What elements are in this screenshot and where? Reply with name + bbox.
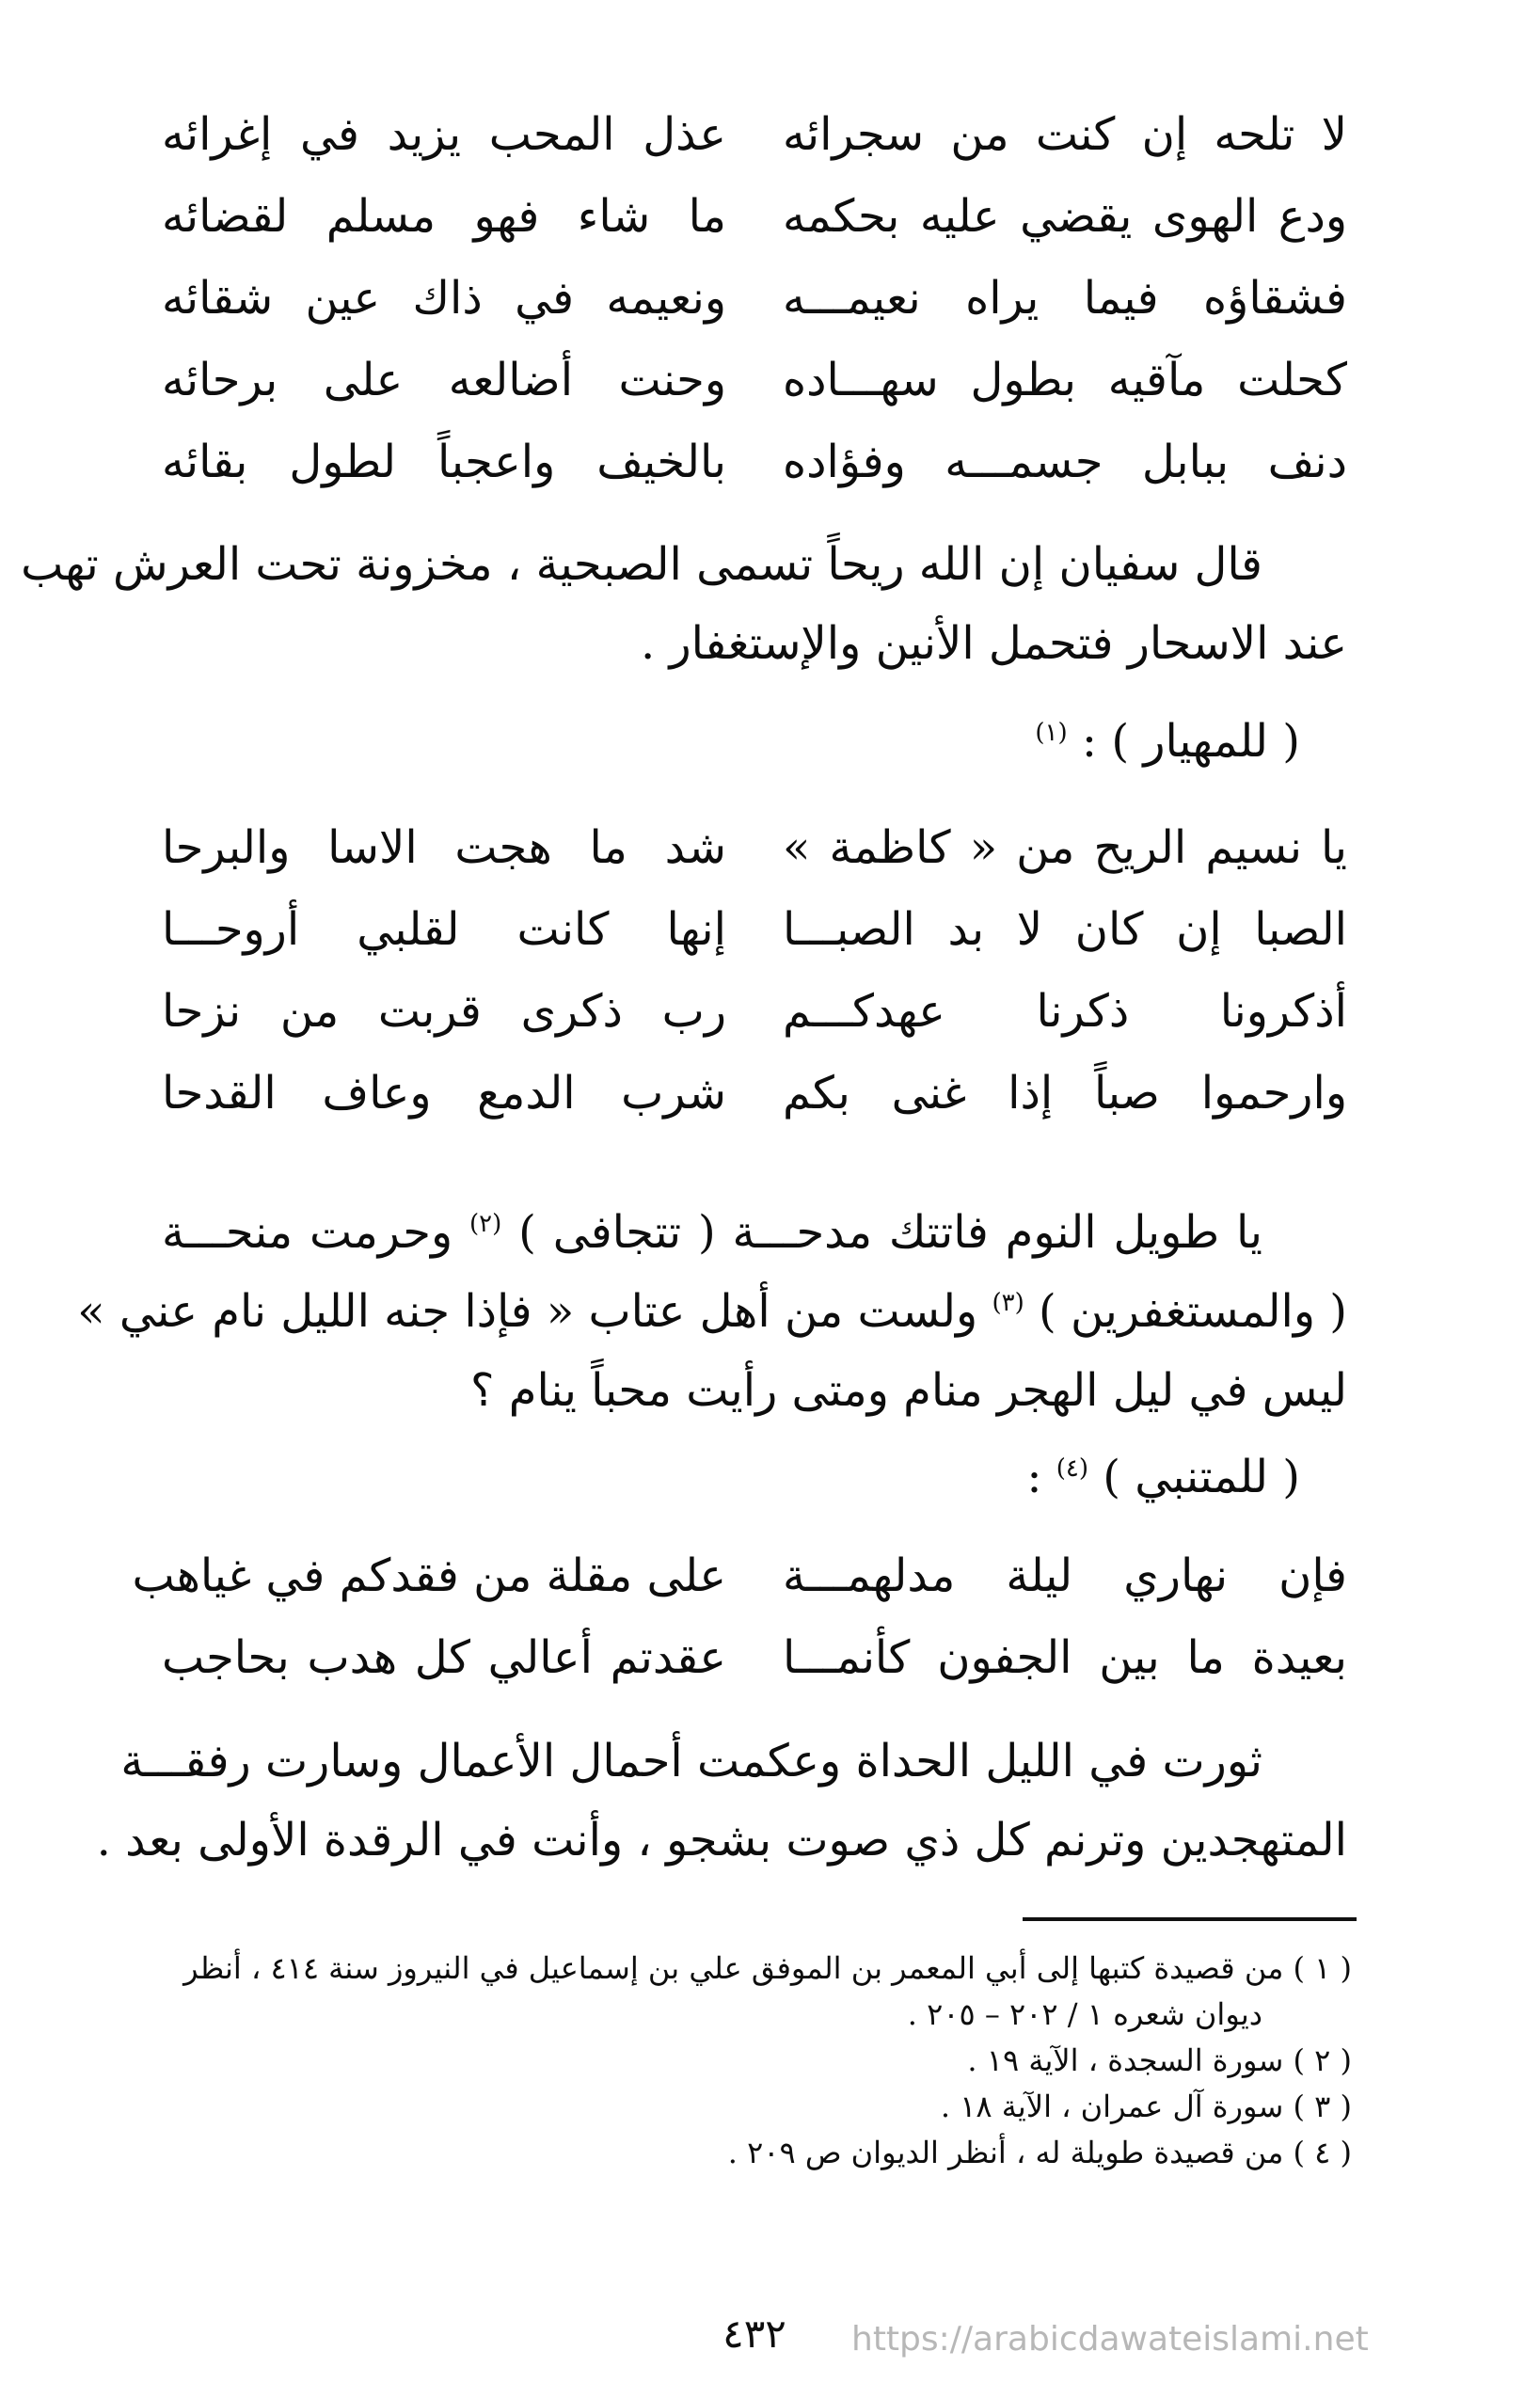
paragraph-sleeper [77,1193,1347,1430]
hemistich-second: رب ذكرى قربت من نزحا [162,985,726,1038]
poem-block-1 [162,94,1347,503]
paragraph-sufyan [21,525,1347,683]
hemistich-second: وحنت أضالعه على برحائه [162,354,726,406]
hemistich-first: وارحموا صباً إذا غنى بكم [783,1067,1347,1120]
paragraph-segment: وحرمت منحـــة [162,1206,453,1259]
verse [162,1617,1347,1699]
hemistich-second: ما شاء فهو مسلم لقضائه [162,190,726,243]
hemistich-first: بعيدة ما بين الجفون كأنمـــا [783,1631,1347,1684]
footnote-4: ( ٤ ) من قصيدة طويلة له ، أنظر الديوان ص ٢٠٩ . [727,2135,1352,2170]
footnote-ref: (٢) [469,1210,502,1238]
footnotes [148,1946,1352,2176]
verse [162,176,1347,258]
paragraph-line: ليس في ليل الهجر منام ومتى رأيت محباً ينام ؟ [470,1364,1347,1417]
footnote-3: ( ٣ ) سورة آل عمران ، الآية ١٨ . [940,2089,1352,2124]
heading-text: ( للمهيار ) : [1081,715,1300,768]
hemistich-second: شد ما هجت الاسا والبرحا [162,821,726,874]
verse [132,1535,1347,1617]
hemistich-first: كحلت مآقيه بطول سهـــاده [783,354,1347,406]
paragraph-night [96,1722,1347,1880]
footnote-ref: (١) [1035,719,1068,747]
paragraph-line: قال سفيان إن الله ريحاً تسمى الصبحية ، مخزونة تحت العرش تهب [21,538,1262,591]
paragraph-line: ثورت في الليل الحداة وعكمت أحمال الأعمال وسارت رفقـــة [120,1735,1262,1787]
heading-colon: : [1026,1451,1042,1503]
hemistich-second: على مقلة من فقدكم في غياهب [132,1549,726,1602]
verse [162,421,1347,503]
watermark-url: https://arabicdawateislami.net [851,2320,1369,2359]
paragraph-segment: ( والمستغفرين ) [1039,1285,1347,1338]
footnote-1-continued: ديوان شعره ١ / ٢٠٢ – ٢٠٥ . [907,1996,1262,2032]
page-number: ٤٣٢ [722,2311,786,2357]
hemistich-second: شرب الدمع وعاف القدحا [162,1067,726,1120]
section-heading-mutanabbi [1026,1439,1300,1515]
footnote-2: ( ٢ ) سورة السجدة ، الآية ١٩ . [967,2042,1352,2078]
heading-text: ( للمتنبي ) [1103,1451,1300,1503]
hemistich-first: فشقاؤه فيما يراه نعيمـــه [783,272,1347,325]
verse [162,94,1347,176]
hemistich-first: يا نسيم الريح من « كاظمة » [783,821,1347,874]
verse [162,1053,1347,1135]
verse [162,889,1347,971]
hemistich-second: عذل المحب يزيد في إغرائه [162,108,726,161]
hemistich-second: عقدتم أعالي كل هدب بحاجب [162,1631,726,1684]
hemistich-first: أذكرونا ذكرنا عهدكـــم [783,985,1347,1038]
hemistich-first: دنف ببابل جسمـــه وفؤاده [783,436,1347,488]
hemistich-first: الصبا إن كان لا بد الصبـــا [783,903,1347,956]
hemistich-first: فإن نهاري ليلة مدلهمـــة [783,1549,1347,1602]
section-heading-mihyar [1035,704,1300,779]
paragraph-line [77,1272,1347,1351]
poem-block-2 [162,807,1347,1135]
paragraph-line: المتهجدين وترنم كل ذي صوت بشجو ، وأنت في الرقدة الأولى بعد . [96,1814,1347,1867]
hemistich-second: إنها كانت لقلبي أروحـــا [162,903,726,956]
verse [162,340,1347,421]
paragraph-line [162,1193,1347,1272]
verse [162,807,1347,889]
paragraph-segment: ولست من أهل عتاب « فإذا جنه الليل نام عني » [77,1285,978,1338]
hemistich-first: ودع الهوى يقضي عليه بحكمه [783,190,1347,243]
verse [162,971,1347,1053]
footnote-1: ( ١ ) من قصيدة كتبها إلى أبي المعمر بن الموفق علي بن إسماعيل في النيروز سنة ٤١٤ ، أنظر [183,1950,1352,1986]
paragraph-line: عند الاسحار فتحمل الأنين والإستغفار . [640,617,1347,670]
hemistich-first: لا تلحه إن كنت من سجرائه [783,108,1347,161]
footnote-separator [1023,1917,1357,1921]
hemistich-second: ونعيمه في ذاك عين شقائه [162,272,726,325]
hemistich-second: بالخيف واعجباً لطول بقائه [162,436,726,488]
verse [162,258,1347,340]
paragraph-segment: يا طويل النوم فاتتك مدحـــة ( تتجافى ) [518,1206,1262,1259]
poem-block-3 [132,1535,1347,1699]
footnote-ref: (٣) [992,1289,1024,1317]
footnote-ref: (٤) [1056,1454,1089,1483]
